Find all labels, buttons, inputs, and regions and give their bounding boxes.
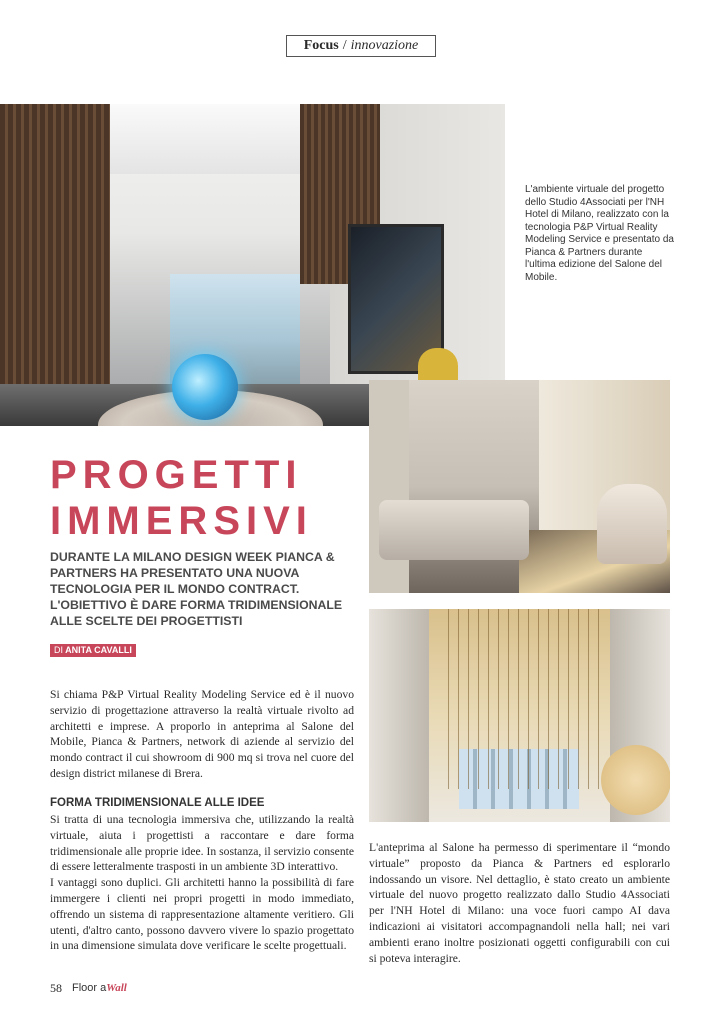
body1-paragraph-1: Si tratta di una tecnologia immersiva che, utilizzando la realtà virtuale, aiuta i progettisti a raccontare e dare forma tridimensionale alle proprie idee. In sostanza, il servizio consente di essere letteralmente trasposti in un ambiente 3D interattivo. [50,813,354,874]
photo-caption: L'ambiente virtuale del progetto dello Studio 4Associati per l'NH Hotel di Milano, realizzato con la tecnologia P&P Virtual Reality Modeling Service e presentato da Pianca & Partners durante l'ultima edizione del Salone del Mobile. [525,184,674,283]
logo-suffix: Wall [106,982,127,994]
section-heading: FORMA TRIDIMENSIONALE ALLE IDEE [50,797,265,809]
magazine-logo [72,982,127,994]
section-tag [286,35,436,57]
intro-paragraph: Si chiama P&P Virtual Reality Modeling Service ed è il nuovo servizio di progettazione attraverso la realtà virtuale rivolto ad architetti e imprese. A proporlo in anteprima al Salone del Mobile, Pianca & Partners, network di aziende al servizio del mondo contract il cui showroom di 900 mq si trova nel cuore del design district milanese di Brera. [50,688,354,780]
section-separator: / [342,38,347,53]
article-subhead: DURANTE LA MILANO DESIGN WEEK PIANCA & PARTNERS HA PRESENTATO UNA NUOVA TECNOLOGIA PER IL MONDO CONTRACT. L'OBIETTIVO È DARE FORMA TRIDIMENSIONALE ALLE SCELTE DEI PROGETTISTI [50,550,343,628]
photo-lounge [369,380,670,593]
page-footer [50,980,127,996]
section-secondary: innovazione [350,38,419,53]
byline [50,644,136,657]
logo-prefix: Floor a [72,982,107,994]
photo-hall-ceiling [369,609,670,822]
body-column-1 [50,812,354,954]
byline-prefix: DI [54,645,63,655]
body-column-2: L'anteprima al Salone ha permesso di sperimentare il “mondo virtuale” proposto da Pianca & Partners ed esplorarlo indossando un visore. Nel dettaglio, è stato creato un ambiente virtuale del nuovo progetto realizzato dallo Studio 4Associati per l'NH Hotel di Milano: una voce fuori campo AI dava indicazioni ai visitatori accompagnandoli nella hall; nei vari ambienti erano inoltre posizionati oggetti configurabili con cui si poteva interagire. [369,841,670,965]
page-number: 58 [50,980,62,995]
article-headline [50,452,350,544]
byline-author: ANITA CAVALLI [65,645,132,655]
headline-line-2: IMMERSIVI [50,499,313,543]
body1-paragraph-2: I vantaggi sono duplici. Gli architetti hanno la possibilità di fare immergere i clienti nei propri progetti in modo immediato, offrendo un sistema di rappresentazione altamente veritiero. Gli utenti, d'altro canto, possono davvero vivere lo spazio progettato in una dimensione simulata dove verificare le scelte progettuali. [50,876,354,953]
section-primary: Focus [303,38,339,53]
photo-virtual-lobby [0,104,505,426]
headline-line-1: PROGETTI [50,453,303,497]
